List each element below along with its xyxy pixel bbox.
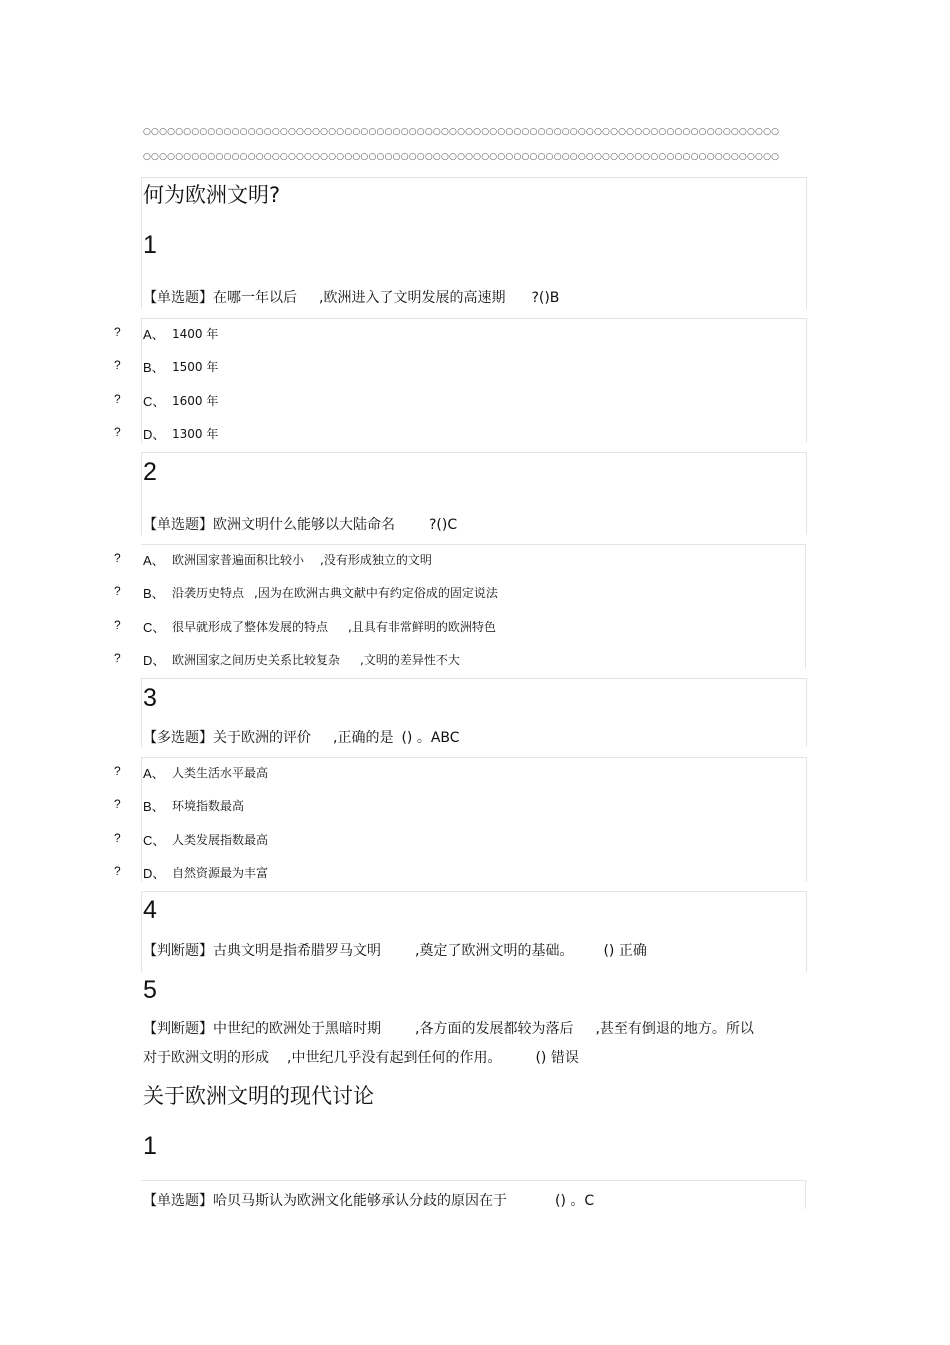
option-bullet: ? [114,358,121,372]
option-text: 1500 年 [172,360,219,374]
option-text: 欧洲国家之间历史关系比较复杂 ,文明的差异性不大 [172,653,460,667]
question-number: 5 [143,976,157,1004]
option-bullet: ? [114,551,121,565]
question-text [143,287,559,307]
question-answer: () 。C [555,1193,595,1209]
option-letter: C、 [143,620,166,635]
section-title: 关于欧洲文明的现代讨论 [143,1084,374,1108]
question-number: 1 [143,1132,157,1160]
option-letter: D、 [143,427,166,442]
option-bullet: ? [114,325,121,339]
question-type: 【判断题】 [143,1021,213,1037]
question-stem: ,甚至有倒退的地方。所以 [595,1021,754,1037]
question-type: 【判断题】 [143,943,213,959]
question-number: 4 [143,896,157,924]
frame-block [141,318,807,443]
question-type: 【单选题】 [143,1193,213,1209]
question-number: 3 [143,684,157,712]
question-stem: ,中世纪几乎没有起到任何的作用。 [287,1050,502,1066]
option-bullet: ? [114,831,121,845]
option-bullet: ? [114,618,121,632]
question-text-line2 [143,1047,579,1067]
question-type: 【多选题】 [143,730,213,746]
option-text: 1300 年 [172,427,219,441]
option-text: 沿袭历史特点 ,因为在欧洲古典文献中有约定俗成的固定说法 [172,586,498,600]
question-answer: () 错误 [535,1050,579,1066]
option-text: 人类发展指数最高 [172,833,269,847]
option-letter: A、 [143,553,165,568]
option-text: 环境指数最高 [172,799,245,813]
question-stem: ,欧洲进入了文明发展的高速期 [319,290,506,306]
option-letter: B、 [143,799,165,814]
option-bullet: ? [114,584,121,598]
question-stem: ,奠定了欧洲文明的基础。 [415,943,574,959]
question-type: 【单选题】 [143,290,213,306]
question-number: 2 [143,458,157,486]
option-bullet: ? [114,864,121,878]
option-letter: C、 [143,394,166,409]
question-stem: 欧洲文明什么能够以大陆命名 [213,517,395,533]
option-bullet: ? [114,764,121,778]
option-letter: A、 [143,766,165,781]
question-text [143,1018,754,1038]
option-letter: D、 [143,866,166,881]
question-stem: 在哪一年以后 [213,290,297,306]
option-letter: D、 [143,653,166,668]
question-answer: () 正确 [603,943,647,959]
option-letter: B、 [143,360,165,375]
question-text [143,1190,594,1210]
question-answer: ?()C [429,517,458,533]
question-answer: ?()B [531,290,560,306]
option-text: 自然资源最为丰富 [172,866,269,880]
option-bullet: ? [114,651,121,665]
question-stem: 哈贝马斯认为欧洲文化能够承认分歧的原因在于 [213,1193,507,1209]
question-stem: ,正确的是 [333,730,394,746]
question-number: 1 [143,231,157,259]
option-bullet: ? [114,392,121,406]
section-title: 何为欧洲文明? [143,183,281,207]
option-text: 人类生活水平最高 [172,766,269,780]
question-text [143,940,647,960]
option-letter: C、 [143,833,166,848]
question-text [143,727,460,747]
question-stem: 古典文明是指希腊罗马文明 [213,943,381,959]
dotted-divider-2: ○○○○○○○○○○○○○○○○○○○○○○○○○○○○○○○○○○○○○○○○○○○○○○○○○○○○○○○○○○○○○○○○○○○○○○○○○○○○○○○ [143,152,780,162]
option-text: 欧洲国家普遍面积比较小 ,没有形成独立的文明 [172,553,432,567]
option-text: 很早就形成了整体发展的特点 ,且具有非常鲜明的欧洲特色 [172,620,496,634]
dotted-divider-1: ○○○○○○○○○○○○○○○○○○○○○○○○○○○○○○○○○○○○○○○○○○○○○○○○○○○○○○○○○○○○○○○○○○○○○○○○○○○○○○○ [143,127,780,137]
question-stem: 中世纪的欧洲处于黑暗时期 [213,1021,381,1037]
option-letter: A、 [143,327,165,342]
option-text: 1400 年 [172,327,219,341]
option-bullet: ? [114,797,121,811]
question-stem: 对于欧洲文明的形成 [143,1050,269,1066]
option-letter: B、 [143,586,165,601]
option-bullet: ? [114,425,121,439]
option-text: 1600 年 [172,394,219,408]
question-stem: 关于欧洲的评价 [213,730,311,746]
question-type: 【单选题】 [143,517,213,533]
question-stem: ,各方面的发展都较为落后 [415,1021,574,1037]
question-text [143,514,457,534]
question-answer: () 。ABC [401,730,460,746]
